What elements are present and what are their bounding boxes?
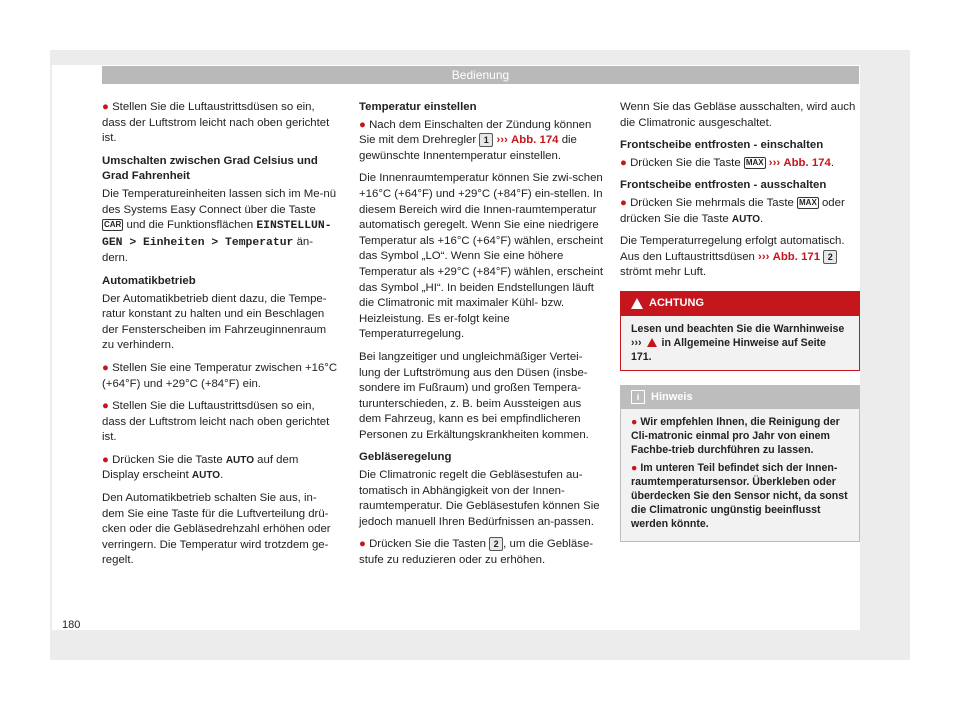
bullet: ●	[102, 453, 109, 466]
ref-arrow: ›››	[768, 156, 781, 169]
hint-text: Im unteren Teil befindet sich der Innen-raumtemperatursensor. Überkleben oder überdecken Sie den Sensor nicht, da sonst die Climatronic ungünstig beeinflusst werden könnte.	[631, 462, 848, 531]
max-defrost-icon: MAX	[745, 157, 764, 167]
column-right	[620, 100, 860, 542]
hint-text: Wir empfehlen Ihnen, die Reinigung der Cli-matronic einmal pro Jahr von einem Fachbe-trieb durchführen zu lassen.	[631, 416, 840, 457]
auto-key-icon: AUTO	[225, 454, 254, 466]
auto-display-text: AUTO	[191, 470, 221, 482]
ref-arrow: ›››	[631, 336, 642, 349]
figure-link[interactable]: Abb. 171	[772, 250, 821, 263]
bullet-item	[359, 118, 603, 165]
bullet-item	[102, 399, 338, 446]
hint-header	[621, 386, 859, 410]
paragraph-range: Die Innenraumtemperatur können Sie zwi-schen +16°C (+64°F) und +29°C (+84°F) ein-stellen. In diesem Bereich wird die Innen-raumtemperatur automatisch geregelt. Wenn Sie eine niedrigere Temperatur als +16°C (+64°F) wählen, erscheint das Symbol „LO“. Wenn Sie eine höhere Temperatur als +29°C (+84°F) wählen, erscheint das Symbol „HI“. In beiden Endstellungen läuft die Climatronic mit maximaler Kühl- bzw. Heizleistung. Es er-folgt keine Temperaturregelung.	[359, 172, 603, 341]
bullet: ●	[620, 156, 627, 169]
warning-body	[621, 316, 859, 370]
bullet-item	[102, 453, 338, 484]
paragraph-fanoff: Wenn Sie das Gebläse ausschalten, wird auch die Climatronic ausgeschaltet.	[620, 101, 856, 129]
heading-defrost-off: Frontscheibe entfrosten - ausschalten	[620, 179, 827, 192]
bullet: ●	[620, 196, 627, 209]
paragraph-units	[102, 187, 338, 267]
text: strömt mehr Luft.	[620, 266, 707, 279]
heading-units: Umschalten zwischen Grad Celsius und Grad Fahrenheit	[102, 154, 318, 183]
paragraph-text: Stellen Sie die Luftaustrittsdüsen so ein, dass der Luftstrom leicht nach oben gerichtet ist.	[102, 101, 330, 145]
paragraph-off: Den Automatikbetrieb schalten Sie aus, in-dem Sie eine Taste für die Luftverteilung drü-cken oder die Gebläsedrehzahl erhöhen oder verringern. Die Temperatur wird trotzdem ge-regelt.	[102, 492, 331, 567]
bullet: ●	[102, 400, 109, 413]
heading-auto: Automatikbetrieb	[102, 274, 196, 287]
column-left	[102, 100, 338, 576]
bullet-text: Stellen Sie eine Temperatur zwischen +16°C (+64°F) und +29°C (+84°F) ein.	[102, 361, 338, 390]
bullet-text: Drücken Sie die Tasten	[369, 538, 486, 551]
text: än-dern.	[102, 235, 314, 265]
bullet-text: die gewünschte Innentemperatur einstellen.	[359, 134, 577, 162]
warning-title: ACHTUNG	[649, 296, 704, 309]
bullet-text: Drücken Sie die Taste	[112, 453, 223, 466]
car-key-icon: CAR	[104, 220, 122, 230]
max-defrost-icon: MAX	[799, 197, 817, 207]
heading-temp: Temperatur einstellen	[359, 101, 477, 113]
paragraph-auto: Der Automatikbetrieb dient dazu, die Tempe-ratur konstant zu halten und ein Beschlagen der Fensterscheiben im Fahrzeuginnenraum zu verhindern.	[102, 292, 327, 352]
info-icon: i	[631, 390, 645, 404]
bullet: ●	[631, 462, 638, 475]
warning-header	[621, 292, 859, 316]
bullet-text: .	[220, 469, 224, 482]
bullet: ●	[102, 101, 109, 113]
bullet: ●	[359, 538, 366, 551]
menu-path: EINSTELLUN-GEN > Einheiten > Temperatur	[102, 220, 332, 249]
auto-key-icon: AUTO	[731, 213, 761, 225]
heading-defrost-on: Frontscheibe entfrosten - einschalten	[620, 139, 824, 152]
page-number: 180	[62, 619, 81, 631]
bullet-text: .	[830, 156, 834, 169]
text: Die Temperatureinheiten lassen sich im Me-nü des Systems Easy Connect über die Taste	[102, 187, 337, 216]
hint-box	[620, 385, 860, 543]
callout-number: 1	[479, 133, 493, 147]
bullet: ●	[631, 416, 638, 429]
bullet-item	[620, 156, 860, 172]
paragraph-uneven: Bei langzeitiger und ungleichmäßiger Vertei-lung der Luftströmung aus den Düsen (insbe-sondere im Fußraum) und großen Tempera-turunterschieden, z. B. beim Aussteigen aus dem Fahrzeug, kann es bei empfindlicheren Personen zu Erkältungskrankheiten kommen.	[359, 350, 589, 441]
warning-text: in Allgemeine Hinweise auf Seite 171.	[631, 336, 826, 363]
paragraph-fan: Die Climatronic regelt die Gebläsestufen au-tomatisch in Abhängigkeit von der Innen-raumtemperatur. Die Gebläsestufen können Sie jedoch manuell Ihren Bedürfnissen an-passen.	[359, 469, 600, 528]
figure-link[interactable]: Abb. 174	[511, 134, 559, 147]
hint-item	[631, 415, 849, 457]
warning-box	[620, 291, 860, 371]
warning-triangle-icon	[647, 338, 657, 347]
bullet: ●	[102, 361, 109, 374]
bullet-text: Nach dem Einschalten der Zündung können Sie mit dem Drehregler	[359, 118, 592, 147]
bullet-text: oder drücken Sie die Taste	[620, 196, 845, 225]
text: Die Temperaturregelung erfolgt automatisch. Aus den Luftaustrittsdüsen	[620, 235, 845, 263]
heading-fan: Gebläseregelung	[359, 451, 452, 464]
bullet-item	[359, 537, 603, 568]
text: und die Funktionsflächen	[126, 219, 254, 232]
bullet-text: .	[760, 212, 764, 225]
ref-arrow: ›››	[496, 134, 508, 147]
bullet-text: , um die Gebläse-stufe zu reduzieren oder zu erhöhen.	[359, 538, 594, 567]
bullet-text: Drücken Sie die Taste	[630, 156, 741, 169]
bullet: ●	[359, 118, 366, 131]
warning-triangle-icon	[631, 298, 643, 309]
hint-item	[631, 461, 849, 531]
bullet-text: Drücken Sie mehrmals die Taste	[630, 196, 794, 209]
bullet-text: auf dem Display erscheint	[102, 453, 299, 482]
paragraph	[102, 100, 338, 147]
warning-text: Lesen und beachten Sie die Warnhinweise	[631, 322, 845, 335]
ref-arrow: ›››	[758, 250, 770, 263]
hint-title: Hinweis	[651, 390, 693, 403]
column-middle	[359, 100, 603, 576]
section-header: Bedienung	[102, 66, 859, 84]
bullet-item	[620, 196, 860, 227]
callout-number: 2	[823, 250, 837, 264]
bullet-item	[102, 361, 338, 392]
figure-link[interactable]: Abb. 174	[783, 156, 831, 169]
callout-number: 2	[489, 537, 503, 551]
paragraph-regulation	[620, 234, 860, 281]
bullet-text: Stellen Sie die Luftaustrittsdüsen so ein, dass der Luftstrom leicht nach oben gerichtet ist.	[102, 400, 330, 444]
hint-body	[621, 409, 859, 541]
